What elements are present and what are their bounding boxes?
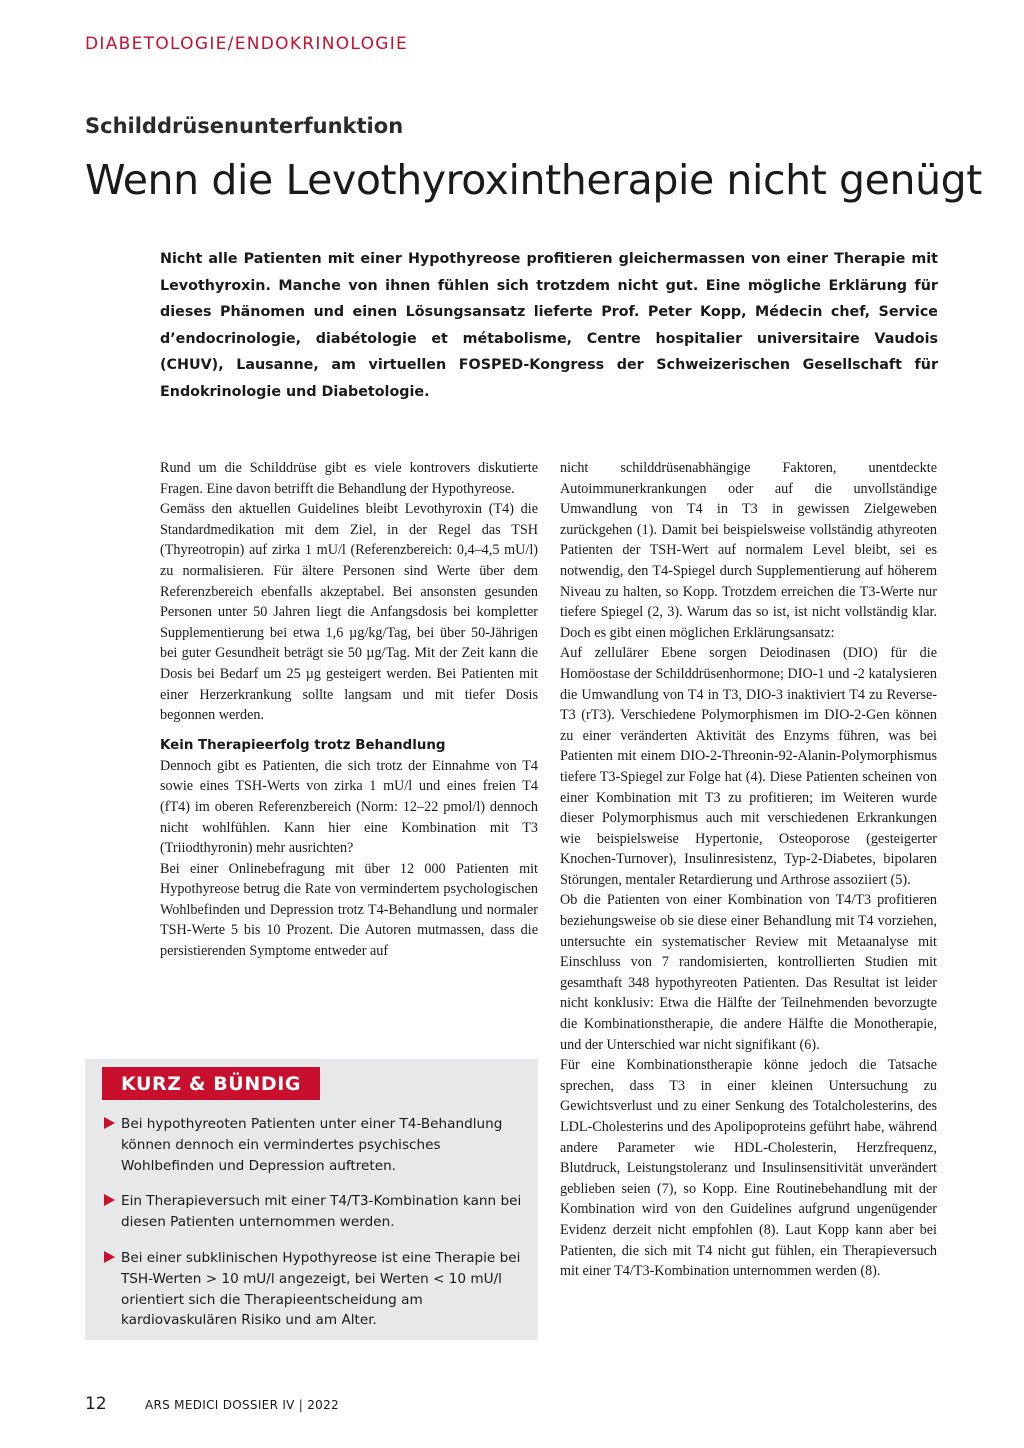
summary-item [104, 1114, 524, 1176]
summary-item [104, 1191, 524, 1233]
right-column [560, 458, 937, 1282]
triangle-right-icon [104, 1194, 115, 1206]
body-paragraph: Für eine Kombinationstherapie könne jedoch die Tatsache sprechen, dass T3 in einer kleinen Untersuchung zu Gewichtsverlust und zu einer Senkung des Totalcholesterins, des LDL-Cholesterins und des Apolipoproteins geführt habe, während andere Parameter wie HDL-Cholesterin, Herzfrequenz, Blutdruck, Leistungstoleranz und Insulinsensitivität unverändert geblieben seien (7), so Kopp. Eine Routinebehandlung mit der Kombination wird von den Guidelines aufgrund ungenügender Evidenz derzeit nicht empfohlen (8). Laut Kopp kann aber bei Patienten, die sich mit T4 nicht gut fühlen, ein Therapieversuch mit einer T4/T3-Kombination unternommen werden (8). [560, 1057, 937, 1280]
article-title: Wenn die Levothyroxintherapie nicht genügt [85, 156, 982, 204]
subheading: Kein Therapieerfolg trotz Behandlung [160, 737, 446, 753]
body-paragraph: Gemäss den aktuellen Guidelines bleibt Levothyroxin (T4) die Standardmedikation mit dem Ziel, in der Regel das TSH (Thyreotropin) auf zirka 1 mU/l (Referenzbereich: 0,4–4,5 mU/l) zu normalisieren. Für ältere Personen sind Werte über dem Referenzbereich ebenfalls akzeptabel. Bei ansonsten gesunden Personen unter 50 Jahren liegt die Anfangsdosis bei kompletter Supplementierung bei etwa 1,6 µg/kg/Tag, bei über 50-Jährigen bei guter Gesundheit beträgt sie 50 µg/Tag. Mit der Zeit kann die Dosis bei Bedarf um 25 µg gesteigert werden. Bei Patienten mit einer Herzerkrankung sollte langsam und mit tiefer Dosis begonnen werden. [160, 501, 538, 724]
article-lead: Nicht alle Patienten mit einer Hypothyreose profitieren gleichermassen von einer Therapie mit Levothyroxin. Manche von ihnen fühlen sich trotzdem nicht gut. Eine mögliche Erklärung für dieses Phänomen und einen Lösungsansatz lieferte Prof. Peter Kopp, Médecin chef, Service d’endocrinologie, diabétologie et métabolisme, Centre hospitalier universitaire Vaudois (CHUV), Lausanne, am virtuellen FOSPED-Kongress der Schweizerischen Gesellschaft für Endokrinologie und Diabetologie. [160, 251, 938, 400]
summary-item [104, 1248, 524, 1331]
summary-box-title: KURZ & BÜNDIG [102, 1067, 320, 1100]
left-column [160, 458, 538, 962]
section-label: DIABETOLOGIE/ENDOKRINOLOGIE [85, 34, 409, 54]
summary-item-text: Bei hypothyreoten Patienten unter einer T4-Behandlung können dennoch ein vermindertes psychisches Wohlbefinden und Depression auftreten. [121, 1116, 503, 1174]
body-paragraph: Rund um die Schilddrüse gibt es viele kontrovers diskutierte Fragen. Eine davon betrifft die Behandlung der Hypothyreose. [160, 460, 538, 497]
journal-name: ARS MEDICI DOSSIER IV | 2022 [145, 1398, 339, 1412]
article-kicker: Schilddrüsenunterfunktion [85, 114, 404, 138]
body-paragraph: Dennoch gibt es Patienten, die sich trotz der Einnahme von T4 sowie eines TSH-Werts von zirka 1 mU/l und eines freien T4 (fT4) im oberen Referenzbereich (Norm: 12–22 pmol/l) dennoch nicht wohlfühlen. Kann hier eine Kombination mit T3 (Triiodthyronin) mehr ausrichten? [160, 757, 538, 857]
page-number: 12 [85, 1394, 107, 1414]
body-paragraph: Ob die Patienten von einer Kombination von T4/T3 profitieren beziehungsweise ob sie diese einer Behandlung mit T4 vorziehen, untersuchte ein systematischer Review mit Metaanalyse mit Einschluss von 7 randomisierten, kontrollierten Studien mit gesamthaft 348 hypothyreoten Patienten. Das Resultat ist leider nicht konklusiv: Etwa die Hälfte der Teilnehmenden bevorzugte die Kombinationstherapie, die andere Hälfte die Monotherapie, und der Unterschied war nicht signifikant (6). [560, 892, 937, 1053]
body-paragraph: Auf zellulärer Ebene sorgen Deiodinasen (DIO) für die Homöostase der Schilddrüsenhormone; DIO-1 und -2 katalysieren die Umwandlung von T4 in T3, DIO-3 inaktiviert T4 zu Reverse-T3 (rT3). Verschiedene Polymorphismen im DIO-2-Gen können zu einer veränderten Aktivität des Enzyms führen, was bei Patienten mit einem DIO-2-Threonin-92-Alanin-Polymorphismus tiefere T3-Spiegel zur Folge hat (4). Diese Patienten scheinen von einer Kombination mit T3 zu profitieren; im Weiteren wurde dieser Polymorphismus auch mit verschiedenen Erkrankungen wie beispielsweise Hypertonie, Osteoporose (gesteigerter Knochen-Turnover), Insulinresistenz, Typ-2-Diabetes, bipolaren Störungen, mentaler Retardierung und Arthrose assoziiert (5). [560, 645, 937, 888]
triangle-right-icon [104, 1251, 115, 1263]
summary-item-text: Bei einer subklinischen Hypothyreose ist eine Therapie bei TSH-Werten > 10 mU/l angezeigt, bei Werten < 10 mU/l orientiert sich die Therapieentscheidung am kardiovaskulären Risiko und am Alter. [121, 1249, 521, 1329]
body-paragraph: nicht schilddrüsenabhängige Faktoren, unentdeckte Autoimmunerkrankungen oder auf die unvollständige Umwandlung von T4 in T3 in gewissen Zielgeweben zurückgehen (1). Damit bei beispielsweise vollständig athyreoten Patienten der TSH-Wert auf normalem Level bleibt, sei es notwendig, den T4-Spiegel durch Supplementierung auf höherem Niveau zu halten, so Kopp. Trotzdem erreichen die T3-Werte nur tiefere Spiegel (2, 3). Warum das so ist, ist nicht vollständig klar. Doch es gibt einen möglichen Erklärungsansatz: [560, 460, 937, 641]
triangle-right-icon [104, 1117, 115, 1129]
body-paragraph: Bei einer Onlinebefragung mit über 12 000 Patienten mit Hypothyreose betrug die Rate von vermindertem psychologischen Wohlbefinden und Depression trotz T4-Behandlung und normaler TSH-Werte 5 bis 10 Prozent. Die Autoren mutmassen, dass die persistierenden Symptome entweder auf [160, 860, 538, 960]
summary-item-text: Ein Therapieversuch mit einer T4/T3-Kombination kann bei diesen Patienten unternommen werden. [121, 1193, 522, 1231]
summary-list [104, 1114, 524, 1346]
